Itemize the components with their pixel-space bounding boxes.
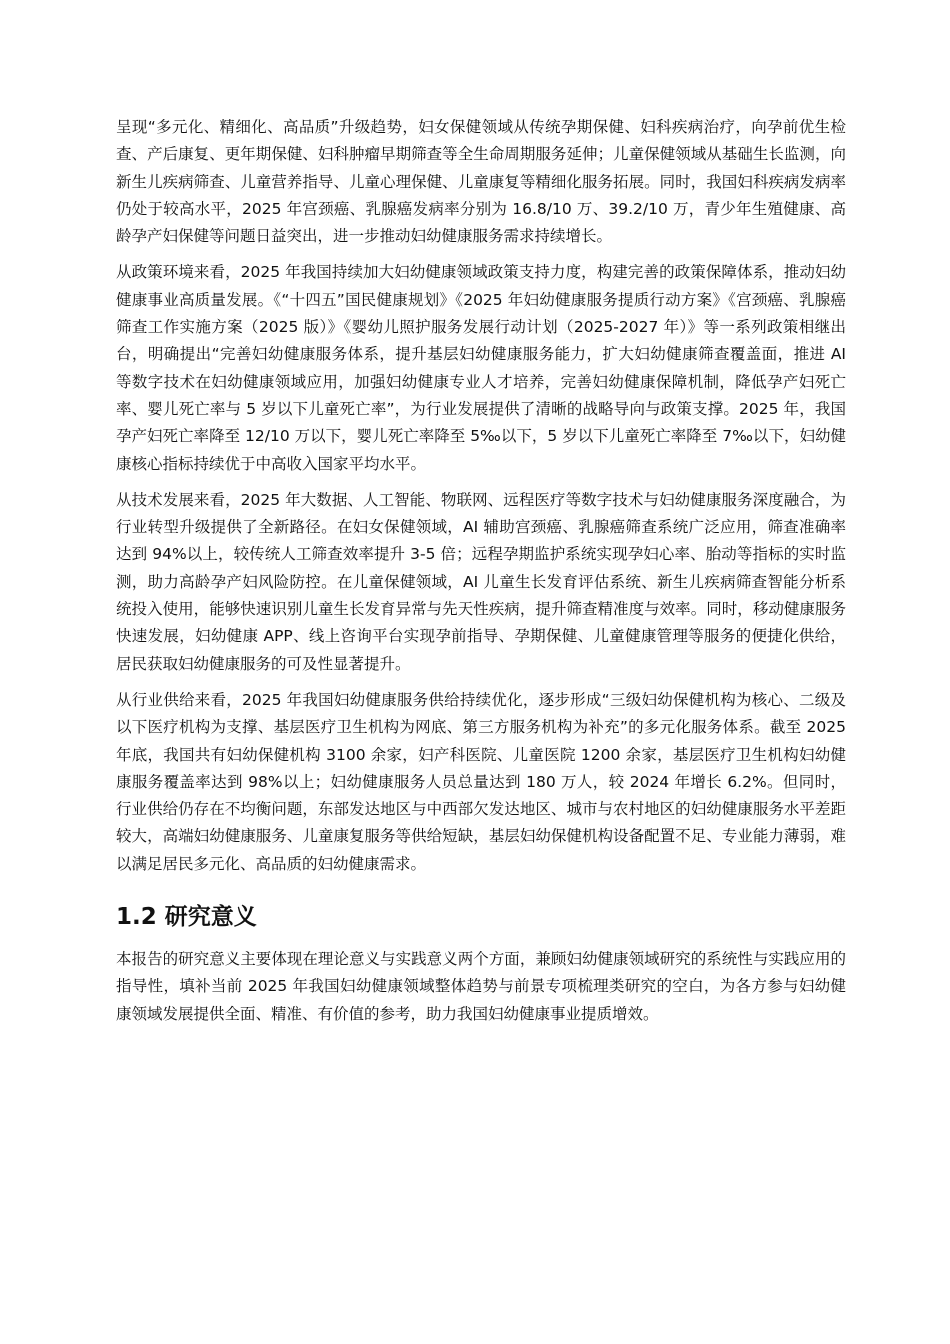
paragraph-technology-development: 从技术发展来看，2025 年大数据、人工智能、物联网、远程医疗等数字技术与妇幼健康服务深度融合，为行业转型升级提供了全新路径。在妇女保健领域，AI 辅助宫颈癌、乳腺癌筛查系统广泛应用，筛查准确率达到 94%以上，较传统人工筛查效率提升 3-5 倍；远程孕期监护系统实现孕妇心率、胎动等指标的实时监测，助力高龄孕产妇风险防控。在儿童保健领域，AI 儿童生长发育评估系统、新生儿疾病筛查智能分析系统投入使用，能够快速识别儿童生长发育异常与先天性疾病，提升筛查精准度与效率。同时，移动健康服务快速发展，妇幼健康 APP、线上咨询平台实现孕前指导、孕期保健、儿童健康管理等服务的便捷化供给，居民获取妇幼健康服务的可及性显著提升。 <box>116 490 846 673</box>
paragraph-industry-supply: 从行业供给来看，2025 年我国妇幼健康服务供给持续优化，逐步形成“三级妇幼保健机构为核心、二级及以下医疗机构为支撑、基层医疗卫生机构为网底、第三方服务机构为补充”的多元化服务体系。截至 2025 年底，我国共有妇幼保健机构 3100 余家，妇产科医院、儿童医院 1200 余家，基层医疗卫生机构妇幼健康服务覆盖率达到 98%以上；妇幼健康服务人员总量达到 180 万人，较 2024 年增长 6.2%。但同时，行业供给仍存在不均衡问题，东部发达地区与中西部欠发达地区、城市与农村地区的妇幼健康服务水平差距较大，高端妇幼健康服务、儿童康复服务等供给短缺，基层妇幼保健机构设备配置不足、专业能力薄弱，难以满足居民多元化、高品质的妇幼健康需求。 <box>116 690 846 873</box>
page-content <box>116 114 846 1037</box>
paragraph-service-demand: 呈现“多元化、精细化、高品质”升级趋势，妇女保健领域从传统孕期保健、妇科疾病治疗，向孕前优生检查、产后康复、更年期保健、妇科肿瘤早期筛查等全生命周期服务延伸；儿童保健领域从基础生长监测，向新生儿疾病筛查、儿童营养指导、儿童心理保健、儿童康复等精细化服务拓展。同时，我国妇科疾病发病率仍处于较高水平，2025 年宫颈癌、乳腺癌发病率分别为 16.8/10 万、39.2/10 万，青少年生殖健康、高龄孕产妇保健等问题日益突出，进一步推动妇幼健康服务需求持续增长。 <box>116 118 846 246</box>
section-heading: 1.2 研究意义 <box>116 904 257 931</box>
paragraph-policy-environment: 从政策环境来看，2025 年我国持续加大妇幼健康领域政策支持力度，构建完善的政策保障体系，推动妇幼健康事业高质量发展。《“十四五”国民健康规划》《2025 年妇幼健康服务提质行动方案》《宫颈癌、乳腺癌筛查工作实施方案（2025 版）》《婴幼儿照护服务发展行动计划（2025-2027 年）》等一系列政策相继出台，明确提出“完善妇幼健康服务体系，提升基层妇幼健康服务能力，扩大妇幼健康筛查覆盖面，推进 AI 等数字技术在妇幼健康领域应用，加强妇幼健康专业人才培养，完善妇幼健康保障机制，降低孕产妇死亡率、婴儿死亡率与 5 岁以下儿童死亡率”，为行业发展提供了清晰的战略导向与政策支撑。2025 年，我国孕产妇死亡率降至 12/10 万以下，婴儿死亡率降至 5‰以下，5 岁以下儿童死亡率降至 7‰以下，妇幼健康核心指标持续优于中高收入国家平均水平。 <box>116 263 846 473</box>
paragraph-research-significance: 本报告的研究意义主要体现在理论意义与实践意义两个方面，兼顾妇幼健康领域研究的系统性与实践应用的指导性，填补当前 2025 年我国妇幼健康领域整体趋势与前景专项梳理类研究的空白，为各方参与妇幼健康领域发展提供全面、精准、有价值的参考，助力我国妇幼健康事业提质增效。 <box>116 950 846 1023</box>
